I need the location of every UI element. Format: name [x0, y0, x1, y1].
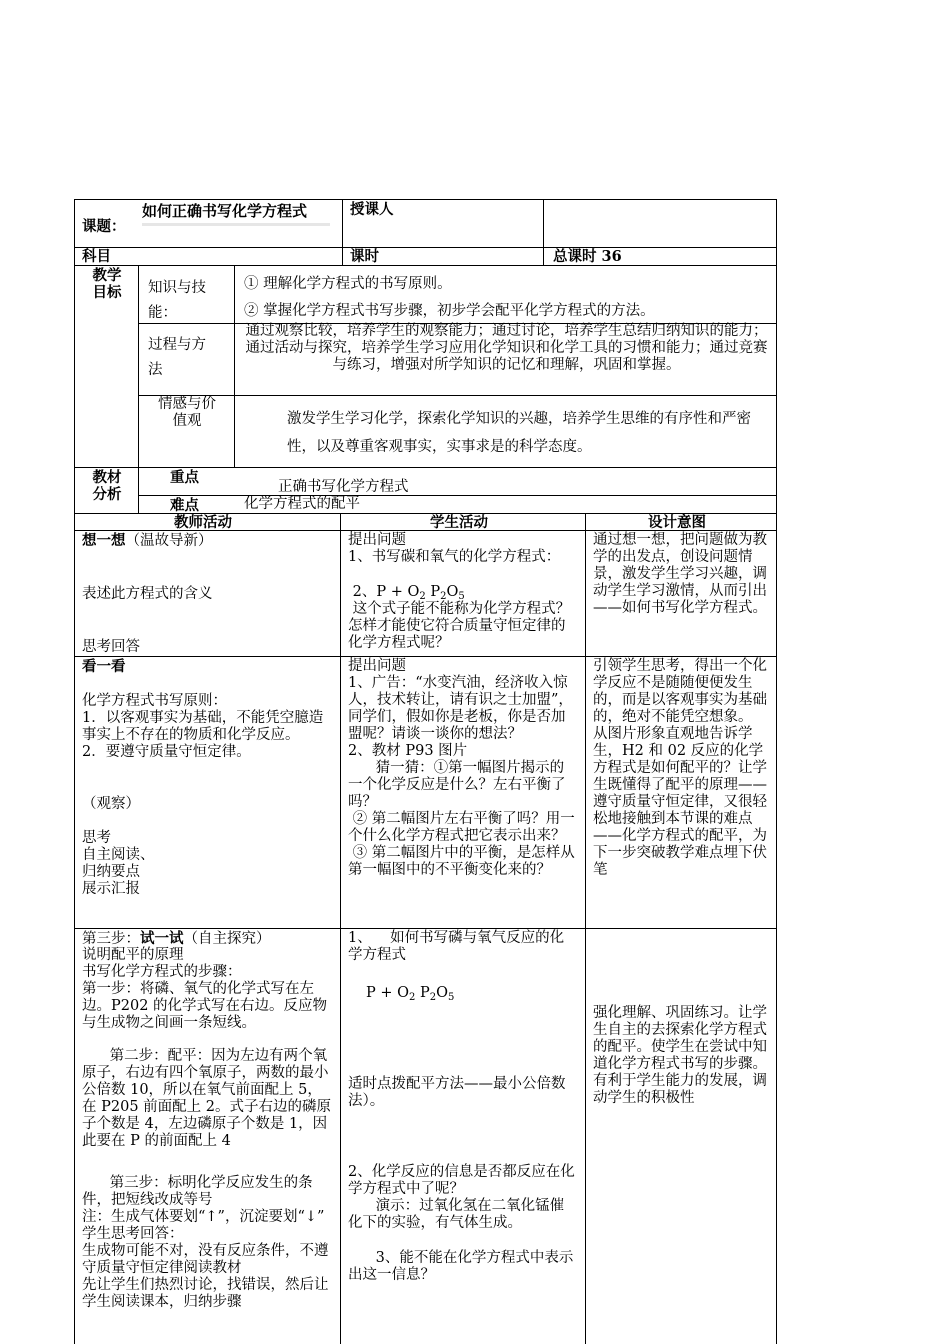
row1-design-text: 通过想一想，把问题做为教学的出发点，创设问题情景，激发学生学习兴趣，调动学生学习激情，从而引出——如何书写化学方程式。 — [593, 532, 767, 616]
title-underline — [142, 223, 330, 226]
row2-student-text: 提出问题 1、广告：“水变汽油，经济收入惊人，技术转让，请有识之士加盟”，同学们，假如你是老板，你是否加盟呢？请谈一谈你的想法？ 2、教材 P93 图片 猜一猜：①第一幅图片揭示的一个化学反应是什么？左右平衡了吗？ ② 第二幅图片左右平衡了吗？用一个什么化学方程式把它表示出来？ ③ 第二幅图片中的平衡，是怎样从第一幅图中的不平衡变化来的？ — [348, 658, 575, 878]
teacher-label: 授课人 — [350, 201, 394, 218]
rule-row1 — [74, 656, 777, 657]
analysis-label: 教材 分析 — [92, 469, 122, 503]
row1-teacher-title: 想一想 — [82, 532, 126, 549]
row3-student-q3: 3、能不能在化学方程式中表示出这一信息？ — [348, 1250, 574, 1283]
row3-teacher-step: 第三步： — [82, 931, 140, 947]
rule-header-1 — [74, 247, 777, 248]
col-header-b — [543, 199, 544, 266]
rule-objectives — [74, 467, 777, 468]
row3-student-q1: 1、 如何书写磷与氧气反应的化学方程式 — [348, 930, 565, 963]
keypoint-text: 正确书写化学方程式 — [278, 479, 409, 495]
row3-teacher-text-2: 第二步：配平：因为左边有两个氧原子，右边有四个氧原子，两数的最小公倍数 10，所以在氧气前面配上 5，在 P205 前面配上 2。式子右边的磷原子个数是 4，左边磷原子个数是 1，因此要在 P 的前面配上 4 — [82, 1048, 331, 1149]
course-label: 课题： — [82, 218, 126, 235]
course-title: 如何正确书写化学方程式 — [142, 202, 308, 220]
row1-teacher-line2: 思考回答 — [82, 639, 140, 655]
process-label: 过程与方 法 — [148, 337, 206, 378]
period-label: 课时 — [350, 248, 379, 265]
subject-label: 科目 — [82, 248, 111, 265]
difficulty-text: 化学方程式的配平 — [244, 496, 360, 512]
col-teacher-title: 教师活动 — [174, 514, 232, 531]
row3-student-hint: 适时点拨配平方法——最小公倍数法）。 — [348, 1076, 566, 1109]
rule-header-2 — [74, 265, 777, 266]
col-header-a — [342, 199, 343, 266]
row1-equation: 2、$P + O_2$ $P_2O_5$ — [348, 584, 465, 602]
row2-teacher-text: 化学方程式书写原则： 1．以客观事实为基础，不能凭空臆造事实上不存在的物质和化学反应。 2．要遵守质量守恒定律。 — [82, 693, 324, 760]
table-border-top — [74, 199, 777, 200]
row1-teacher-line1: 表述此方程式的含义 — [82, 586, 213, 602]
row3-teacher-note: （自主探究） — [183, 931, 271, 947]
col-design-title: 设计意图 — [648, 514, 706, 531]
col-label — [138, 265, 139, 513]
table-border-left — [74, 199, 75, 1344]
row3-teacher-text-1: 说明配平的原理 书写化学方程式的步骤： 第一步：将磷、氧气的化学式写在左边。P202 的化学式写在右边。反应物与生成物之间画一条短线。 — [82, 947, 328, 1031]
knowledge-item-1: ① 理解化学方程式的书写原则。 — [244, 276, 452, 292]
row2-teacher-title: 看一看 — [82, 658, 126, 675]
row3-student-q2: 2、化学反应的信息是否都反应在化学方程式中了呢？ 演示：过氧化氢在二氧化锰催化下的实验，有气体生成。 — [348, 1164, 575, 1231]
difficulty-label: 难点 — [170, 497, 199, 514]
row1-teacher-note: （温故导新） — [125, 533, 213, 549]
row3-teacher-title: 试一试 — [140, 930, 184, 947]
keypoint-label: 重点 — [170, 469, 199, 486]
row2-teacher-observe: （观察） — [82, 796, 140, 812]
row1-student-text-2: 这个式子能不能称为化学方程式？怎样才能使它符合质量守恒定律的化学方程式呢？ — [348, 601, 571, 651]
row2-design-text: 引领学生思考，得出一个化学反应不是随随便便发生的，而是以客观事实为基础的，绝对不能凭空想象。 从图片形象直观地告诉学生，H2 和 02 反应的化学方程式是如何配平的？让学生既懂得了配平的原理——遵守质量守恒定律，又很轻松地接触到本节课的难点——化学方程式的配平，为下一步突破教学难点埋下伏笔 — [593, 658, 767, 878]
col-student-title: 学生活动 — [430, 514, 488, 531]
table-border-right — [776, 199, 777, 1344]
row3-teacher-text-3: 第三步：标明化学反应发生的条件，把短线改成等号 注：生成气体要划“↑”，沉淀要划“↓” 学生思考回答： 生成物可能不对，没有反应条件，不遵守质量守恒定律阅读教材 先让学生们热烈讨论，找错误，然后让学生阅读课本，归纳步骤 — [82, 1175, 329, 1310]
row3-equation: $P + O_2$ $P_2O_5$ — [366, 985, 455, 1003]
knowledge-label: 知识与技 能： — [148, 280, 206, 321]
process-text: 通过观察比较，培养学生的观察能力；通过讨论，培养学生总结归纳知识的能力；通过活动与探究，培养学生学习应用化学知识和化学工具的习惯和能力；通过竞赛与练习，增强对所学知识的记忆和理解，巩固和掌握。 — [245, 323, 768, 373]
total-period-label: 总课时 36 — [553, 248, 622, 265]
emotion-label: 情感与价 值观 — [158, 396, 216, 429]
knowledge-item-2: ② 掌握化学方程式书写步骤，初步学会配平化学方程式的方法。 — [244, 303, 655, 319]
col-sublabel — [234, 265, 235, 467]
row1-student-text-1: 提出问题 1、书写碳和氧气的化学方程式： — [348, 532, 561, 565]
objectives-label: 教学 目标 — [92, 267, 122, 301]
row1-teacher-heading — [82, 532, 213, 550]
row2-teacher-list: 思考 自主阅读、 归纳要点 展示汇报 — [82, 830, 155, 897]
rule-row2 — [74, 928, 777, 929]
row3-design-text: 强化理解、巩固练习。让学生自主的去探索化学方程式的配平。使学生在尝试中知道化学方程式书写的步骤。有利于学生能力的发展，调动学生的积极性 — [593, 1005, 767, 1106]
row3-teacher-heading — [82, 930, 271, 948]
col-student — [585, 513, 586, 1344]
rule-keypoint — [138, 495, 777, 496]
emotion-text: 激发学生学习化学，探索化学知识的兴趣，培养学生思维的有序性和严密性，以及尊重客观事实，实事求是的科学态度。 — [287, 411, 751, 455]
col-teacher — [340, 513, 341, 1344]
